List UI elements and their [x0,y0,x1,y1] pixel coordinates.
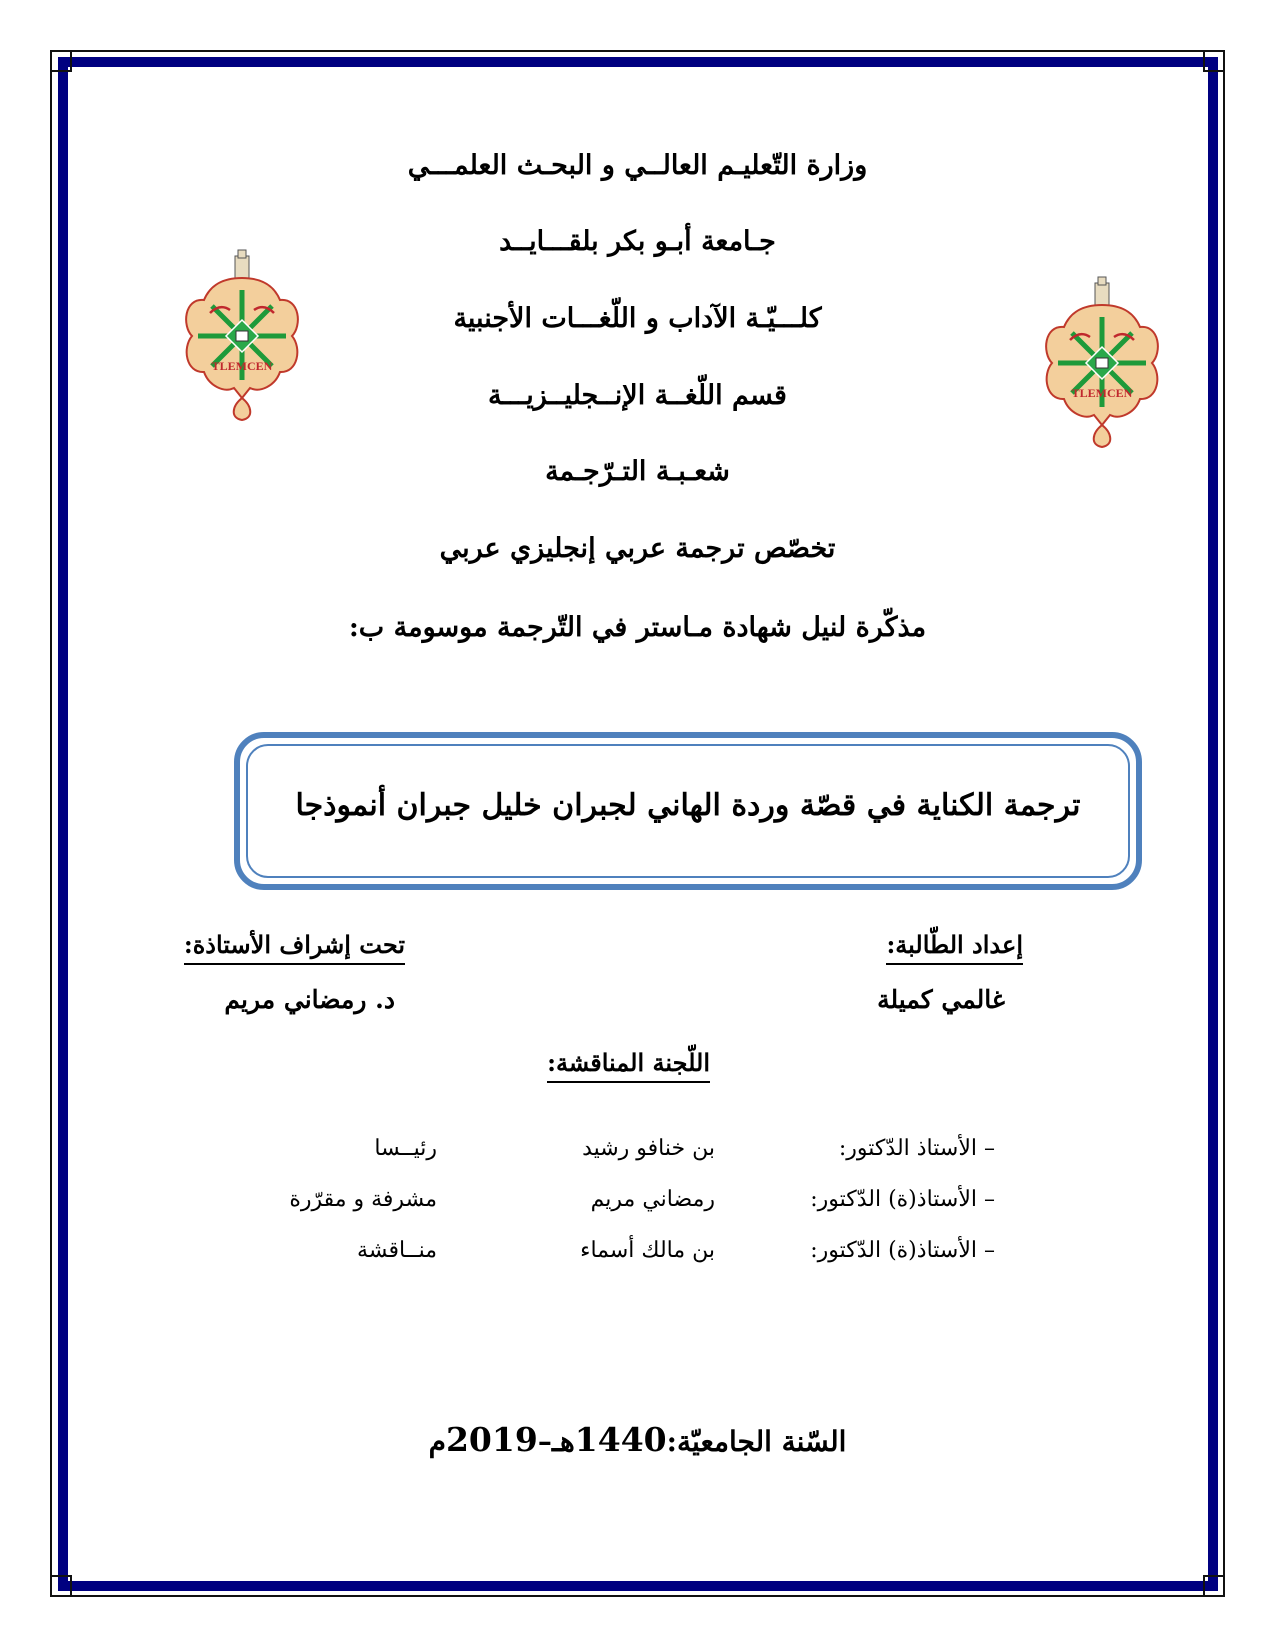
jury-member-title: – الأستاذ(ة) الدّكتور: [810,1187,995,1212]
thesis-label: مذكّرة لنيل شهادة مـاستر في التّرجمة موسومة ب: [348,612,927,643]
jury-member-title: – الأستاذ(ة) الدّكتور: [810,1238,995,1263]
frame-corner-top-right [1203,50,1225,72]
jury-member-name: بن مالك أسماء [580,1238,715,1263]
academic-year-gregorian: 2019 [445,1420,538,1459]
faculty-name: كلـــيّـة الآداب و اللّغـــات الأجنبية [453,303,822,334]
frame-corner-top-left [50,50,72,72]
frame-corner-bottom-right [1203,1575,1225,1597]
student-name: غالمي كميلة [877,985,1005,1014]
jury-member-row [0,1136,1275,1170]
jury-member-role: رئيــسا [374,1136,437,1161]
svg-text:TLEMCEN: TLEMCEN [1071,386,1133,400]
academic-year-hijri-suffix: هـ– [537,1425,575,1458]
supervisor-label: تحت إشراف الأستاذة: [184,930,405,965]
academic-year [0,1420,1275,1459]
university-name: جـامعة أبـو بكر بلقـــايــد [499,226,776,257]
frame-corner-bottom-left [50,1575,72,1597]
university-logo-left-icon [180,248,305,423]
university-logo-right-icon [1040,275,1165,450]
student-label: إعداد الطّالبة: [886,930,1023,965]
department-name: قسم اللّغــة الإنــجليــزيـــة [488,380,787,411]
jury-member-row [0,1187,1275,1221]
academic-year-gregorian-suffix: م [428,1425,446,1458]
jury-member-title: – الأستاذ الدّكتور: [838,1136,995,1161]
academic-year-hijri: 1440 [574,1420,667,1459]
jury-member-row [0,1238,1275,1272]
supervisor-name: د. رمضاني مريم [224,985,395,1014]
specialty-name: تخصّص ترجمة عربي إنجليزي عربي [439,533,836,564]
thesis-title-box [234,732,1142,890]
ministry-title: وزارة التّعليـم العالــي و البحـث العلمـــي [407,150,868,181]
jury-member-role: مشرفة و مقرّرة [289,1187,437,1212]
thesis-title: ترجمة الكناية في قصّة وردة الهاني لجبران خليل جبران أنموذجا [295,788,1081,823]
jury-member-role: منــاقشة [357,1238,437,1263]
jury-member-name: رمضاني مريم [590,1187,715,1212]
academic-year-label: السّنة الجامعيّة: [666,1425,847,1458]
jury-label: اللّجنة المناقشة: [547,1048,710,1083]
branch-name: شعـبـة التـرّجـمة [545,456,730,487]
svg-text:TLEMCEN: TLEMCEN [211,359,273,373]
jury-member-name: بن خنافو رشيد [582,1136,715,1161]
